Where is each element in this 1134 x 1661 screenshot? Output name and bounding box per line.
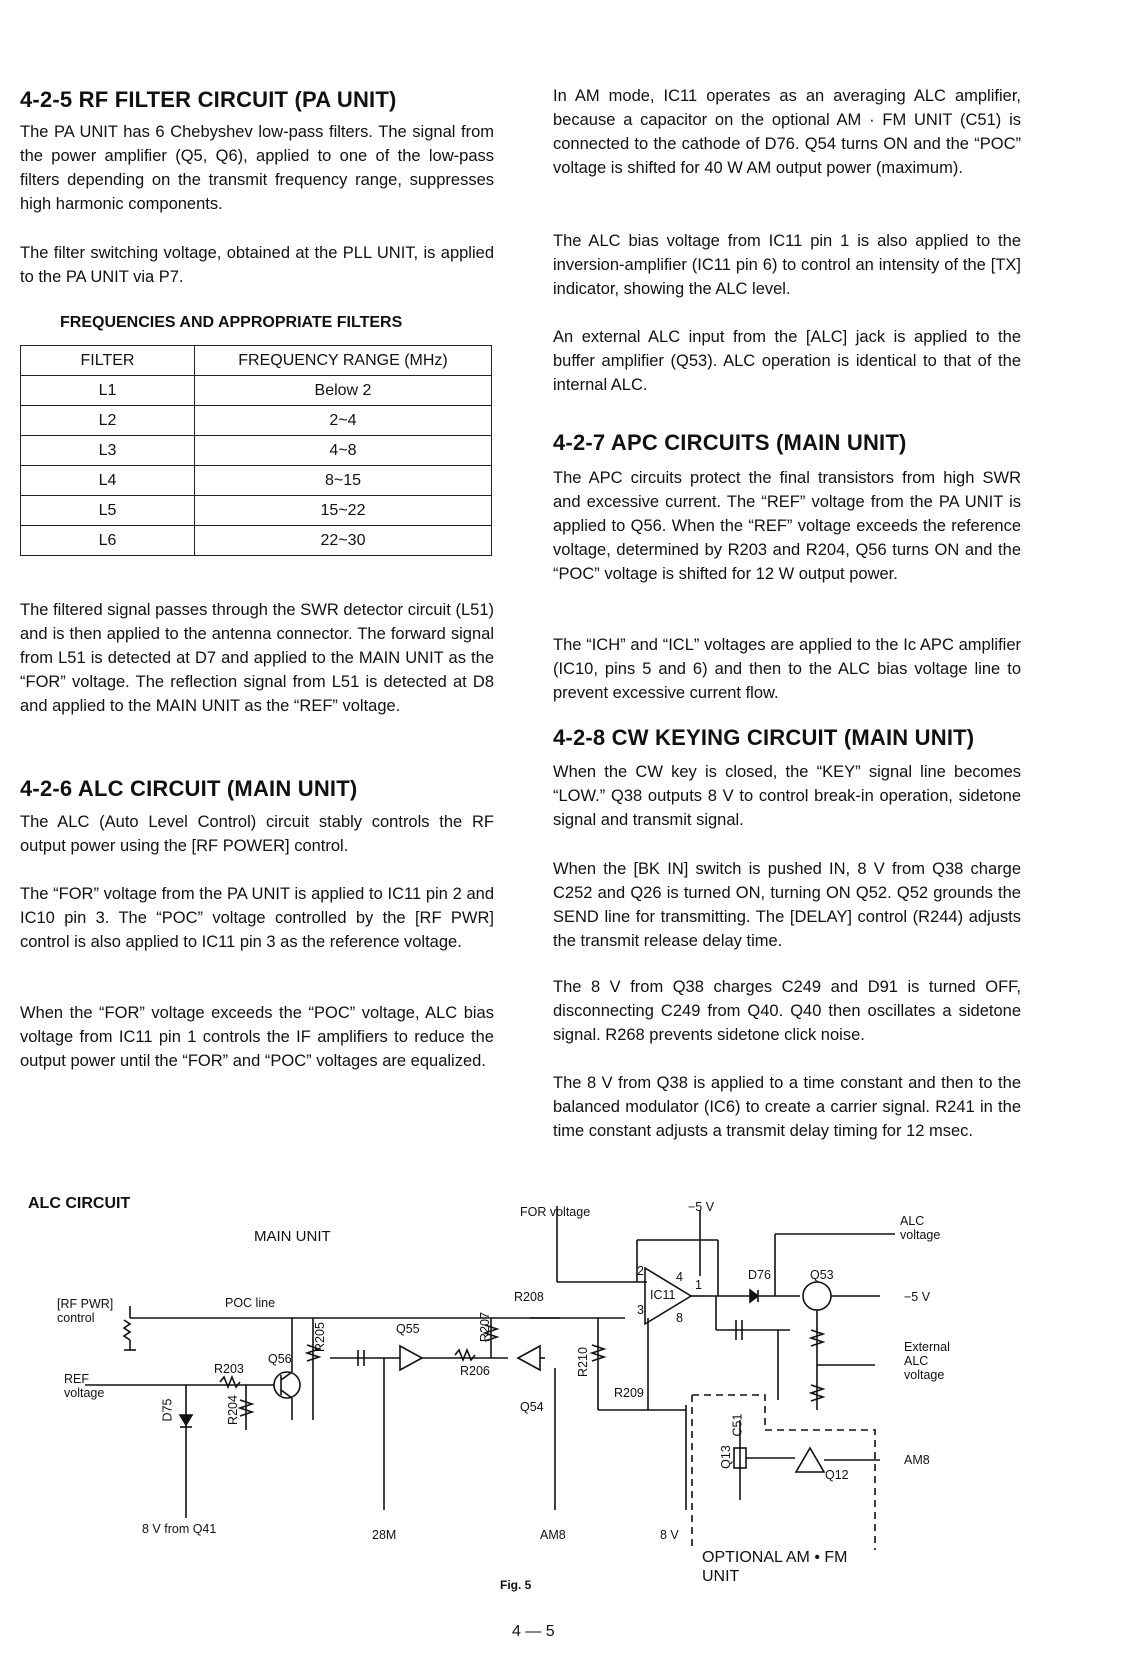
paragraph: The filter switching voltage, obtained at the PLL UNIT, is applied to the PA UNIT via P7. xyxy=(20,244,494,286)
diagram-title: ALC CIRCUIT xyxy=(28,1195,131,1212)
r203-label: R203 xyxy=(214,1362,244,1376)
q54-label: Q54 xyxy=(520,1400,544,1414)
paragraph: The “FOR” voltage from the PA UNIT is applied to IC11 pin 2 and IC10 pin 3. The “POC” voltage controlled by the [RF PWR] control is also applied to IC11 pin 3 as the reference voltage. xyxy=(20,885,494,951)
q55-label: Q55 xyxy=(396,1322,420,1336)
rf-pwr-control-label: [RF PWR] control xyxy=(57,1297,114,1325)
table-cell: 4~8 xyxy=(195,436,492,466)
section-title-4-2-5: 4-2-5 RF FILTER CIRCUIT (PA UNIT) xyxy=(20,87,397,112)
am8-bottom-label: AM8 xyxy=(540,1528,566,1542)
q13-label: Q13 xyxy=(718,1445,733,1469)
paragraph: The APC circuits protect the final transistors from high SWR and excessive current. The “REF” voltage from the PA UNIT is applied to Q56. When the “REF” voltage exceeds the reference voltage, determined by R203 and R204, Q56 turns ON and the “POC” voltage is shifted for 12 W output power. xyxy=(553,469,1021,583)
paragraph: The 8 V from Q38 is applied to a time constant and then to the balanced modulator (IC6) to create a carrier signal. R241 in the time constant adjusts a transmit delay timing for 12 msec. xyxy=(553,1074,1021,1140)
r204-label: R204 xyxy=(225,1395,240,1425)
table-cell: L3 xyxy=(21,436,195,466)
r205-label: R205 xyxy=(312,1322,327,1352)
paragraph: An external ALC input from the [ALC] jack is applied to the buffer amplifier (Q53). ALC operation is identical to that of the internal ALC. xyxy=(553,328,1021,394)
r208-label: R208 xyxy=(514,1290,544,1304)
table-cell: 8~15 xyxy=(195,466,492,496)
r210-label: R210 xyxy=(575,1347,590,1377)
for-voltage-label: FOR voltage xyxy=(520,1205,591,1219)
minus5v-right-label: −5 V xyxy=(904,1290,931,1304)
paragraph: When the CW key is closed, the “KEY” signal line becomes “LOW.” Q38 outputs 8 V to control break-in operation, sidetone signal and transmit signal. xyxy=(553,763,1021,829)
table-cell: L4 xyxy=(21,466,195,496)
paragraph: The “ICH” and “ICL” voltages are applied to the Ic APC amplifier (IC10, pins 5 and 6) and then to the ALC bias voltage line to prevent excessive current flow. xyxy=(553,636,1021,702)
paragraph: When the “FOR” voltage exceeds the “POC” voltage, ALC bias voltage from IC11 pin 1 controls the IF amplifiers to reduce the output power until the “FOR” and “POC” voltages are equalized. xyxy=(20,1004,494,1070)
ic-pin-8: 8 xyxy=(676,1311,683,1325)
r207-label: R207 xyxy=(477,1312,492,1342)
section-title-4-2-8: 4-2-8 CW KEYING CIRCUIT (MAIN UNIT) xyxy=(553,725,975,750)
q12-label: Q12 xyxy=(825,1468,849,1482)
ic-pin-2: 2 xyxy=(637,1264,644,1278)
external-alc-label: External ALC voltage xyxy=(904,1340,950,1382)
paragraph: The PA UNIT has 6 Chebyshev low-pass filters. The signal from the power amplifier (Q5, Q6), applied to one of the low-pass filters depending on the transmit frequency range, suppresses high harmonic components. xyxy=(20,123,494,213)
table-header: FILTER xyxy=(21,346,195,376)
table-cell: 2~4 xyxy=(195,406,492,436)
r206-label: R206 xyxy=(460,1364,490,1378)
paragraph: The 8 V from Q38 charges C249 and D91 is turned OFF, disconnecting C249 from Q40. Q40 then oscillates a sidetone signal. R268 prevents sidetone click noise. xyxy=(553,978,1021,1044)
28m-label: 28M xyxy=(372,1528,397,1542)
alc-voltage-label: ALC voltage xyxy=(900,1214,941,1242)
8v-label: 8 V xyxy=(660,1528,679,1542)
main-unit-label: MAIN UNIT xyxy=(254,1228,331,1245)
section-title-4-2-6: 4-2-6 ALC CIRCUIT (MAIN UNIT) xyxy=(20,776,358,801)
ic-pin-3: 3 xyxy=(637,1303,644,1317)
ic-pin-4: 4 xyxy=(676,1270,683,1284)
q53-label: Q53 xyxy=(810,1268,834,1282)
table-cell: L5 xyxy=(21,496,195,526)
d76-label: D76 xyxy=(748,1268,771,1282)
paragraph: In AM mode, IC11 operates as an averaging ALC amplifier, because a capacitor on the optional AM · FM UNIT (C51) is connected to the cathode of D76. Q54 turns ON and the “POC” voltage is shifted for 40 W AM output power (maximum). xyxy=(553,87,1021,177)
c51-label: C51 xyxy=(730,1413,745,1437)
table-cell: 15~22 xyxy=(195,496,492,526)
d75-label: D75 xyxy=(160,1398,175,1422)
table-cell: Below 2 xyxy=(195,376,492,406)
r209-label: R209 xyxy=(614,1386,644,1400)
paragraph: The filtered signal passes through the SWR detector circuit (L51) and is then applied to the antenna connector. The forward signal from L51 is detected at D7 and applied to the MAIN UNIT as the “FOR” voltage. The reflection signal from L51 is detected at D8 and applied to the MAIN UNIT as the “REF” voltage. xyxy=(20,601,494,715)
figure-caption: Fig. 5 xyxy=(500,1578,532,1592)
ref-voltage-label: REF voltage xyxy=(64,1372,105,1400)
table-cell: L2 xyxy=(21,406,195,436)
q56-label: Q56 xyxy=(268,1352,292,1366)
paragraph: The ALC (Auto Level Control) circuit stably controls the RF output power using the [RF POWER] control. xyxy=(20,813,494,855)
ic11-label: IC11 xyxy=(650,1288,676,1302)
table-cell: 22~30 xyxy=(195,526,492,556)
paragraph: The ALC bias voltage from IC11 pin 1 is also applied to the inversion-amplifier (IC11 pin 6) to control an intensity of the [TX] indicator, showing the ALC level. xyxy=(553,232,1021,298)
paragraph: When the [BK IN] switch is pushed IN, 8 V from Q38 charge C252 and Q26 is turned ON, turning ON Q52. Q52 grounds the SEND line for transmitting. The [DELAY] control (R244) adjusts the transmit release delay time. xyxy=(553,860,1021,950)
optional-unit-label: OPTIONAL AM • FM UNIT xyxy=(702,1549,848,1585)
poc-line-label: POC line xyxy=(225,1296,276,1310)
from-q41-label: 8 V from Q41 xyxy=(142,1522,217,1536)
table-title: FREQUENCIES AND APPROPRIATE FILTERS xyxy=(60,314,403,331)
am8-right-label: AM8 xyxy=(904,1453,930,1467)
table-cell: L6 xyxy=(21,526,195,556)
page-number: 4 — 5 xyxy=(512,1623,555,1640)
ic-pin-1: 1 xyxy=(695,1278,702,1292)
table-header: FREQUENCY RANGE (MHz) xyxy=(195,346,492,376)
section-title-4-2-7: 4-2-7 APC CIRCUITS (MAIN UNIT) xyxy=(553,430,907,455)
table-cell: L1 xyxy=(21,376,195,406)
minus5v-label: −5 V xyxy=(688,1200,715,1214)
